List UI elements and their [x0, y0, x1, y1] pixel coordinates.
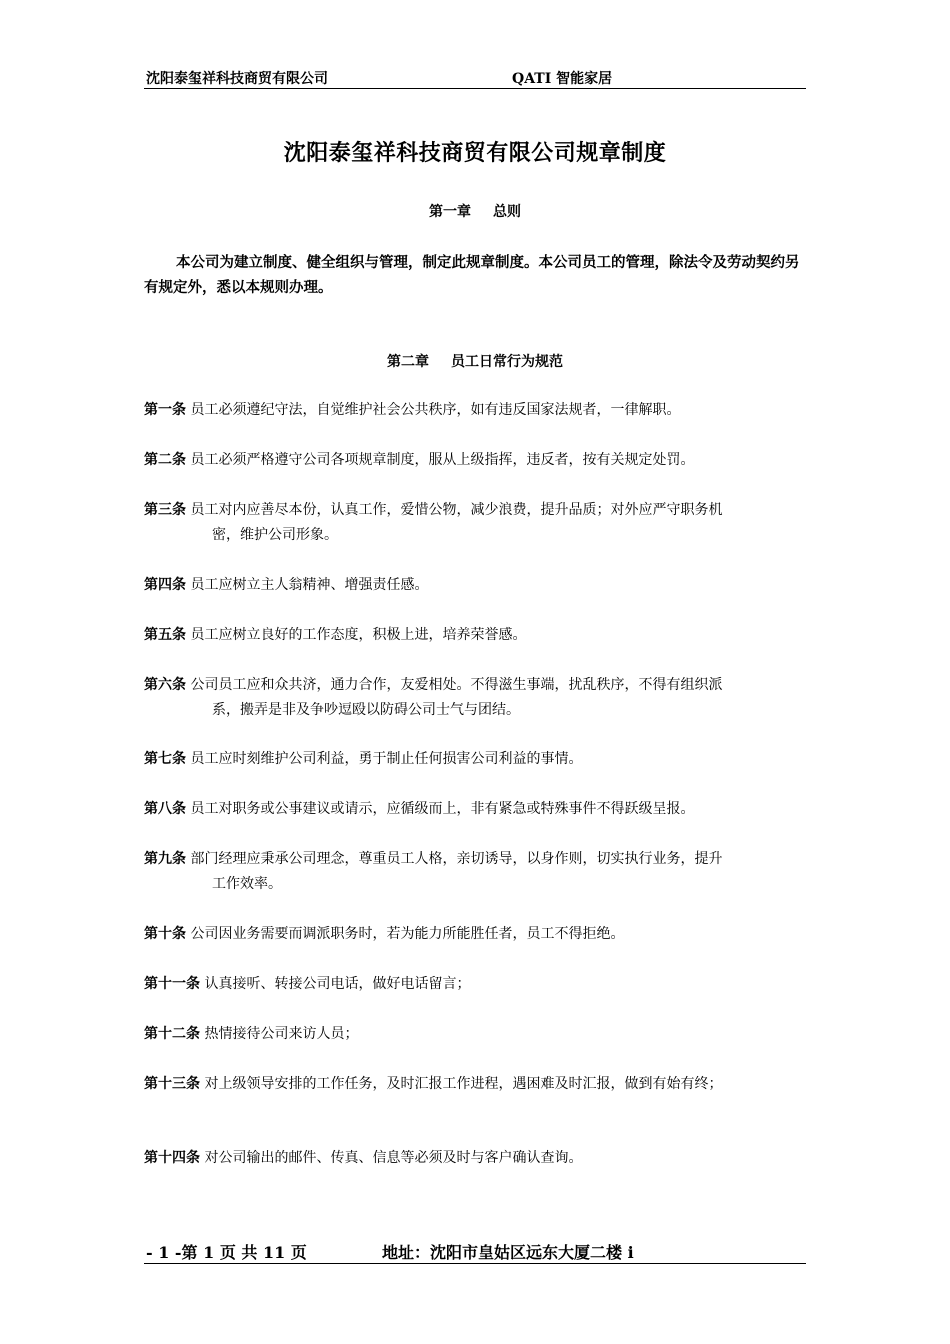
chapter-2-heading: [0, 351, 950, 371]
article-text: 员工必须遵纪守法，自觉维护社会公共秩序，如有违反国家法规者，一律解职。: [190, 402, 681, 418]
article-11: [144, 972, 812, 997]
article-label: 第九条: [144, 851, 186, 867]
chapter-1-heading: [0, 201, 950, 221]
article-label: 第六条: [144, 677, 186, 693]
article-label: 第三条: [144, 502, 186, 518]
article-text-continued: 密，维护公司形象。: [212, 527, 338, 543]
article-text: 员工应树立良好的工作态度，积极上进，培养荣誉感。: [190, 627, 527, 643]
article-1: [144, 398, 812, 423]
article-label: 第二条: [144, 452, 186, 468]
article-text: 员工应时刻维护公司利益，勇于制止任何损害公司利益的事情。: [190, 751, 583, 767]
article-8: [144, 797, 812, 822]
article-text: 对上级领导安排的工作任务，及时汇报工作进程，遇困难及时汇报，做到有始有终；: [204, 1076, 723, 1092]
article-label: 第十四条: [144, 1150, 200, 1166]
article-label: 第十一条: [144, 976, 200, 992]
chapter-number: 第一章: [429, 204, 471, 220]
footer-address: 地址：沈阳市皇姑区远东大厦二楼 i: [382, 1243, 634, 1262]
article-text: 公司员工应和众共济，通力合作，友爱相处。不得滋生事端，扰乱秩序，不得有组织派: [190, 677, 723, 693]
article-text: 公司因业务需要而调派职务时，若为能力所能胜任者，员工不得拒绝。: [190, 926, 625, 942]
header-company-name: 沈阳泰玺祥科技商贸有限公司: [146, 71, 328, 87]
article-text: 员工应树立主人翁精神、增强责任感。: [190, 577, 429, 593]
article-text-continued: 工作效率。: [212, 876, 282, 892]
footer-page-info: - 1 -第 1 页 共 11 页: [146, 1243, 307, 1262]
article-2: [144, 448, 812, 473]
header-brand: QATI 智能家居: [512, 71, 613, 87]
article-label: 第十条: [144, 926, 186, 942]
article-7: [144, 747, 812, 772]
article-label: 第十二条: [144, 1026, 200, 1042]
article-label: 第十三条: [144, 1076, 200, 1092]
article-label: 第八条: [144, 801, 186, 817]
article-6: [144, 673, 812, 723]
chapter-name: 员工日常行为规范: [451, 354, 563, 370]
article-5: [144, 623, 812, 648]
article-3: [144, 498, 812, 548]
article-text: 部门经理应秉承公司理念，尊重员工人格，亲切诱导，以身作则，切实执行业务，提升: [190, 851, 723, 867]
article-label: 第四条: [144, 577, 186, 593]
article-4: [144, 573, 812, 598]
chapter-name: 总则: [493, 204, 521, 220]
article-text-continued: 系，搬弄是非及争吵逗殴以防碍公司士气与团结。: [212, 702, 520, 718]
article-label: 第七条: [144, 751, 186, 767]
document-title: 沈阳泰玺祥科技商贸有限公司规章制度: [283, 140, 667, 166]
article-text: 热情接待公司来访人员；: [204, 1026, 359, 1042]
article-12: [144, 1022, 812, 1047]
article-label: 第一条: [144, 402, 186, 418]
chapter-number: 第二章: [387, 354, 429, 370]
page-header: [144, 66, 806, 89]
article-label: 第五条: [144, 627, 186, 643]
article-14: [144, 1146, 812, 1171]
article-13: [144, 1072, 812, 1097]
chapter-1-intro: 本公司为建立制度、健全组织与管理，制定此规章制度。本公司员工的管理，除法令及劳动契约另有规定外，悉以本规则办理。: [144, 254, 800, 296]
page-footer: [144, 1240, 806, 1264]
article-10: [144, 922, 812, 947]
article-text: 员工对内应善尽本份，认真工作，爱惜公物，减少浪费，提升品质；对外应严守职务机: [190, 502, 723, 518]
article-9: [144, 847, 812, 897]
article-text: 员工必须严格遵守公司各项规章制度，服从上级指挥，违反者，按有关规定处罚。: [190, 452, 695, 468]
article-text: 认真接听、转接公司电话，做好电话留言；: [204, 976, 471, 992]
article-text: 对公司输出的邮件、传真、信息等必须及时与客户确认查询。: [204, 1150, 583, 1166]
article-text: 员工对职务或公事建议或请示，应循级而上，非有紧急或特殊事件不得跃级呈报。: [190, 801, 695, 817]
